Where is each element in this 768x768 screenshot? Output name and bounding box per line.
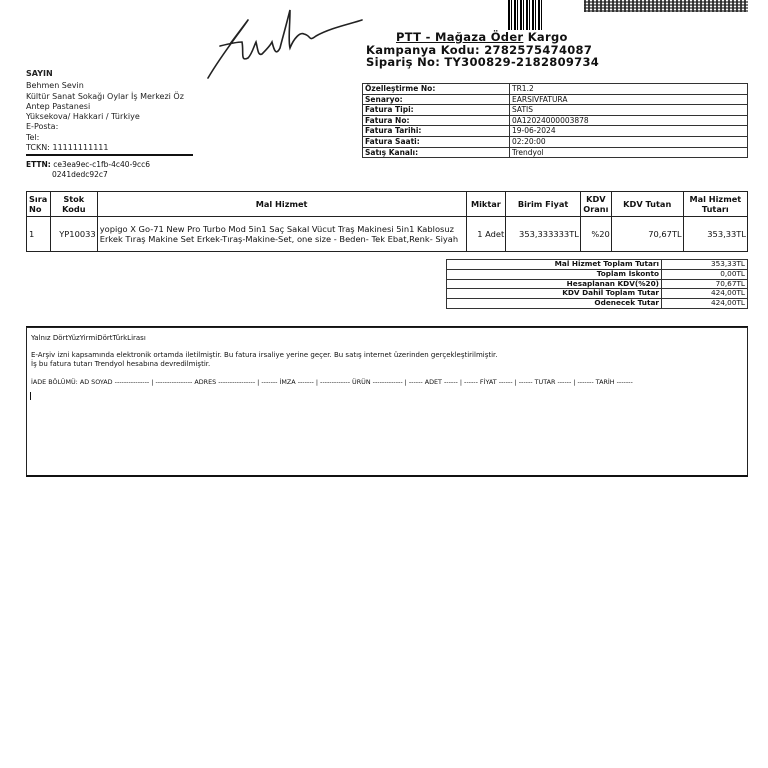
totals-value: 424,00TL	[662, 299, 748, 309]
barcode	[508, 0, 544, 30]
qr-code-strip	[584, 0, 748, 12]
totals-row	[447, 299, 748, 309]
customer-email: E-Posta:	[26, 122, 59, 132]
info-row	[363, 126, 748, 137]
note-line: İş bu fatura tutarı Trendyol hesabına devredilmiştir.	[31, 360, 211, 368]
info-value: TR1.2	[510, 84, 748, 95]
col-stok-kodu: Stok Kodu	[50, 192, 97, 217]
info-row	[363, 147, 748, 158]
totals-row	[447, 260, 748, 270]
col-mal-hizmet: Mal Hizmet	[97, 192, 466, 217]
info-value: 02:20:00	[510, 136, 748, 147]
ettn-value-1: ce3ea9ec-c1fb-4c40-9cc6	[53, 160, 151, 169]
info-value: SATIS	[510, 105, 748, 116]
items-table	[26, 191, 748, 252]
info-row	[363, 136, 748, 147]
totals-value: 353,33TL	[662, 260, 748, 270]
cell-sira: 1	[27, 217, 51, 252]
totals-value: 424,00TL	[662, 289, 748, 299]
greeting: SAYIN	[26, 69, 53, 78]
info-row	[363, 115, 748, 126]
notes-box	[26, 327, 748, 477]
table-row	[27, 217, 748, 252]
info-label: Özelleştirme No:	[363, 84, 510, 95]
address-divider	[26, 154, 193, 156]
info-label: Satış Kanalı:	[363, 147, 510, 158]
invoice-info-table	[362, 83, 748, 158]
info-label: Senaryo:	[363, 94, 510, 105]
info-row	[363, 105, 748, 116]
cell-birim-fiyat: 353,333333TL	[506, 217, 581, 252]
info-row	[363, 84, 748, 95]
address-line: Antep Pastanesi	[26, 101, 91, 111]
info-label: Fatura Tarihi:	[363, 126, 510, 137]
col-mal-hizmet-tutari: Mal Hizmet Tutarı	[683, 192, 747, 217]
info-value: EARSIVFATURA	[510, 94, 748, 105]
note-line: E-Arşiv izni kapsamında elektronik ortamda iletilmiştir. Bu fatura irsaliye yerine geçer. Bu satış internet üzerinden gerçekleştirilmiştir.	[31, 351, 498, 359]
cell-mal-hizmet: yopigo X Go-71 New Pro Turbo Mod 5in1 Saç Sakal Vücut Traş Makinesi 5in1 Kablosuz Erkek Tıraş Makine Set Erkek-Tıraş-Makine-Set, one size - Beden- Tek Ebat,Renk- Siyah	[97, 217, 466, 252]
ettn-value-2: 0241dedc92c7	[52, 170, 108, 179]
info-value: 19-06-2024	[510, 126, 748, 137]
totals-table	[446, 259, 748, 309]
cargo-company: PTT - Mağaza Öder	[396, 30, 524, 44]
signature	[200, 6, 370, 82]
info-label: Fatura Saati:	[363, 136, 510, 147]
totals-value: 70,67TL	[662, 279, 748, 289]
info-label: Fatura No:	[363, 115, 510, 126]
customer-address-block	[26, 69, 216, 153]
totals-label: Hesaplanan KDV(%20)	[447, 279, 662, 289]
totals-label: KDV Dahil Toplam Tutar	[447, 289, 662, 299]
totals-value: 0,00TL	[662, 269, 748, 279]
order-number: Sipariş No: TY300829-2182809734	[366, 55, 600, 69]
info-value: 0A12024000003878	[510, 115, 748, 126]
cell-miktar: 1 Adet	[466, 217, 506, 252]
col-birim-fiyat: Birim Fiyat	[506, 192, 581, 217]
customer-tckn: TCKN: 11111111111	[26, 143, 109, 153]
info-label: Fatura Tipi:	[363, 105, 510, 116]
cargo-title	[396, 30, 568, 44]
customer-name: Behmen Sevin	[26, 81, 84, 91]
col-sira-no: Sıra No	[27, 192, 51, 217]
text-cursor	[30, 392, 31, 400]
cell-kdv-orani: %20	[580, 217, 611, 252]
address-line: Kültür Sanat Sokağı Oylar İş Merkezi Öz	[26, 91, 184, 101]
cell-mal-hizmet-tutari: 353,33TL	[683, 217, 747, 252]
totals-row	[447, 269, 748, 279]
cell-kdv-tutan: 70,67TL	[611, 217, 683, 252]
ettn-block	[26, 160, 226, 180]
totals-label: Toplam İskonto	[447, 269, 662, 279]
address-line: Yüksekova/ Hakkari / Türkiye	[26, 112, 140, 122]
items-header-row	[27, 192, 748, 217]
notes-bottom-rule	[26, 475, 748, 477]
totals-label: Ödenecek Tutar	[447, 299, 662, 309]
col-miktar: Miktar	[466, 192, 506, 217]
customer-phone: Tel:	[26, 132, 40, 142]
return-section: İADE BÖLÜMÜ: AD SOYAD --------------- | ---------------- ADRES ---------------- | ------- İMZA ------- | ------------- ÜRÜN ------------- | ------ ADET ------ | ------ FİYAT ------ | ------ TUTAR ------ | ------- TARİH -------	[31, 378, 633, 386]
col-kdv-orani: KDV Oranı	[580, 192, 611, 217]
ettn-label: ETTN:	[26, 160, 51, 169]
info-row	[363, 94, 748, 105]
cell-stok: YP10033	[50, 217, 97, 252]
totals-label: Mal Hizmet Toplam Tutarı	[447, 260, 662, 270]
info-value: Trendyol	[510, 147, 748, 158]
col-kdv-tutan: KDV Tutan	[611, 192, 683, 217]
campaign-code: Kampanya Kodu: 2782575474087	[366, 43, 593, 57]
amount-in-words: Yalnız DörtYüzYirmiDörtTürkLirası	[31, 334, 146, 342]
cargo-suffix: Kargo	[527, 30, 568, 44]
